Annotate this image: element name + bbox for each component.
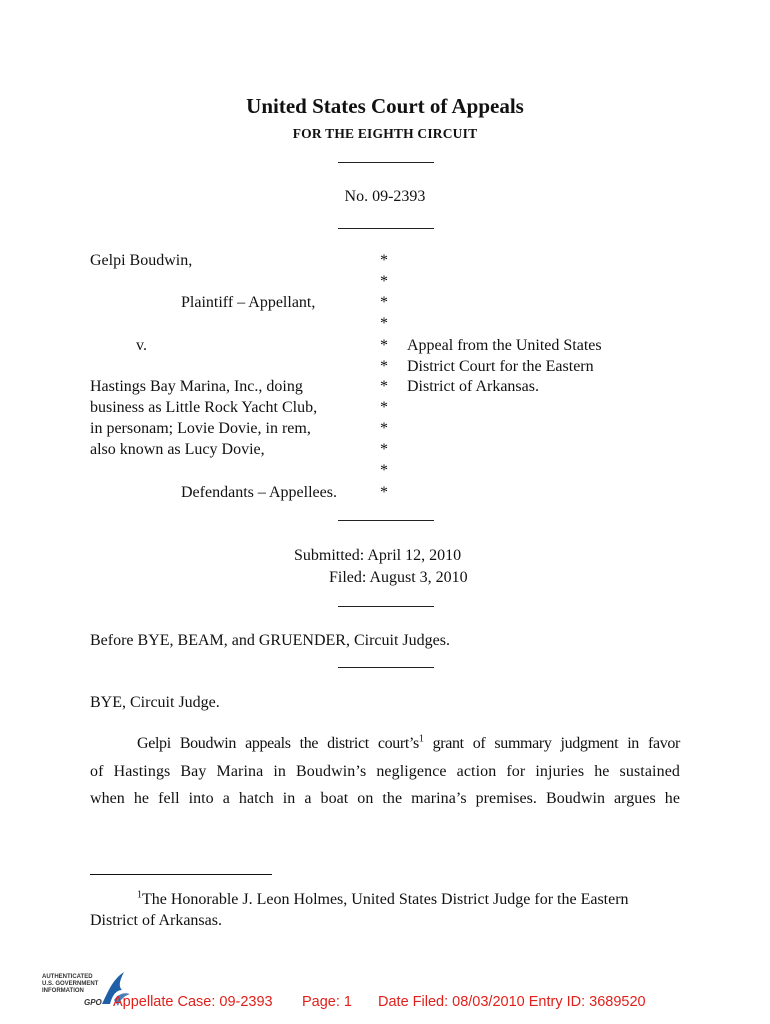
filed-date: Filed: August 3, 2010 xyxy=(329,569,468,586)
opinion-line: of Hastings Bay Marina in Boudwin’s negligence action for injuries he sustained xyxy=(90,763,680,780)
submitted-date: Submitted: April 12, 2010 xyxy=(294,547,462,564)
appeal-line: District of Arkansas. xyxy=(407,378,539,395)
defendant-line: Hastings Bay Marina, Inc., doing xyxy=(90,378,303,395)
caption-star: * xyxy=(380,358,388,375)
opinion-author: BYE, Circuit Judge. xyxy=(90,694,220,711)
caption-star: * xyxy=(380,462,388,479)
caption-star: * xyxy=(380,420,388,437)
footnote-line xyxy=(137,891,629,909)
divider xyxy=(338,228,434,229)
caption-star: * xyxy=(380,441,388,458)
opinion-line xyxy=(137,735,680,753)
footer-page: Page: 1 xyxy=(302,994,352,1010)
gpo-logo-line: AUTHENTICATED xyxy=(42,974,93,980)
caption-star: * xyxy=(380,399,388,416)
appeal-line: District Court for the Eastern xyxy=(407,358,594,375)
gpo-logo-line: INFORMATION xyxy=(42,988,84,994)
divider xyxy=(338,667,434,668)
caption-star: * xyxy=(380,252,388,269)
footnote-line: District of Arkansas. xyxy=(90,912,222,929)
appeal-line: Appeal from the United States xyxy=(407,337,602,354)
plaintiff-name: Gelpi Boudwin, xyxy=(90,252,193,269)
opinion-text: grant of summary judgment in favor xyxy=(423,735,680,752)
gpo-mark: GPO xyxy=(84,998,102,1007)
caption-star: * xyxy=(380,337,388,354)
footnote-mark: 1 xyxy=(137,889,142,901)
circuit-subtitle: FOR THE EIGHTH CIRCUIT xyxy=(292,126,478,141)
footnote-separator xyxy=(90,874,272,875)
versus: v. xyxy=(136,337,147,354)
footnote-text: The Honorable J. Leon Holmes, United States District Judge for the Eastern xyxy=(142,891,629,908)
defendant-line: also known as Lucy Dovie, xyxy=(90,441,265,458)
gpo-logo-line: U.S. GOVERNMENT xyxy=(42,981,99,987)
divider xyxy=(338,520,434,521)
defendant-line: business as Little Rock Yacht Club, xyxy=(90,399,318,416)
caption-star: * xyxy=(380,273,388,290)
footer-case: Appellate Case: 09-2393 xyxy=(113,994,273,1010)
defendant-line: in personam; Lovie Dovie, in rem, xyxy=(90,420,311,437)
divider xyxy=(338,606,434,607)
plaintiff-role: Plaintiff – Appellant, xyxy=(181,294,316,311)
footer-date-filed: Date Filed: 08/03/2010 Entry ID: 3689520 xyxy=(378,994,646,1010)
divider xyxy=(338,162,434,163)
caption-star: * xyxy=(380,315,388,332)
caption-star: * xyxy=(380,294,388,311)
panel-judges: Before BYE, BEAM, and GRUENDER, Circuit Judges. xyxy=(90,632,450,649)
court-title: United States Court of Appeals xyxy=(246,94,524,118)
defendant-role: Defendants – Appellees. xyxy=(181,484,337,501)
caption-star: * xyxy=(380,484,388,501)
caption-star: * xyxy=(380,378,388,395)
footnote-reference[interactable]: 1 xyxy=(418,733,424,745)
case-number: No. 09-2393 xyxy=(344,188,426,205)
opinion-text: Gelpi Boudwin appeals the district court’s xyxy=(137,735,419,752)
opinion-line: when he fell into a hatch in a boat on the marina’s premises. Boudwin argues he xyxy=(90,790,680,807)
